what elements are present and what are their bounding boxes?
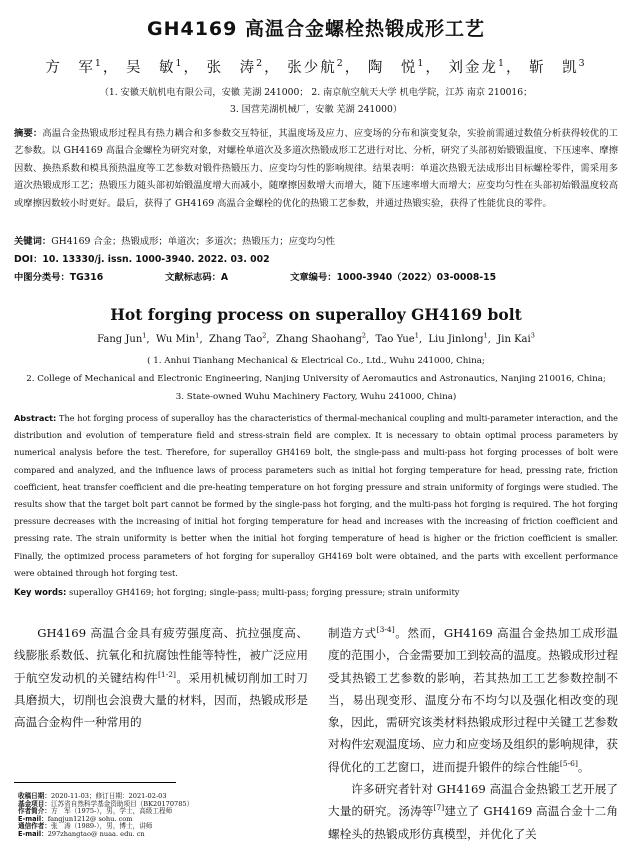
author-cn: 靳 凯$^3$ bbox=[529, 58, 587, 76]
author-cn: 方 军$^1$ bbox=[45, 58, 103, 76]
footnote: 通信作者：张 涛（1989-），男，博士，讲师 bbox=[18, 822, 153, 831]
keywords-cn: 关键词：GH4169 合金；热锻成形；单道次；多道次；热锻压力；应变均匀性 bbox=[14, 236, 336, 247]
body-right-column bbox=[328, 622, 618, 845]
author-en: Zhang Shaohang$^2$ bbox=[275, 331, 366, 345]
affiliation-cn: （1. 安徽天航机电有限公司，安徽 芜湖 241000； 2. 南京航空航天大学 机电学院，江苏 南京 210016； bbox=[99, 87, 533, 98]
classification: 中图分类号：TG316 文献标志码：A 文章编号：1000-3940（2022）03-0008-15 bbox=[14, 272, 497, 283]
citation: [5-6] bbox=[559, 758, 578, 768]
abstract-cn-label: 摘要： bbox=[14, 128, 43, 139]
body-left-column bbox=[14, 622, 308, 733]
keywords-en: Key words: superalloy GH4169; hot forging; single-pass; multi-pass; forging pressure; strain uniformity bbox=[14, 587, 460, 597]
author-en: Tao Yue$^1$ bbox=[375, 331, 419, 345]
title-en: Hot forging process on superalloy GH4169 bolt bbox=[110, 305, 522, 324]
doi: DOI：10. 13330/j. issn. 1000-3940. 2022. 03. 002 bbox=[14, 254, 270, 265]
authors-en: Fang Jun$^1$, Wu Min$^1$, Zhang Tao$^2$, Zhang Shaohang$^2$, Tao Yue$^1$, Liu Jinlong$^1$, Jin Kai$^3$ bbox=[97, 331, 535, 345]
author-cn: 陶 悦$^1$ bbox=[367, 58, 426, 76]
author-cn: 刘金龙$^1$ bbox=[448, 58, 506, 76]
author-en: Jin Kai$^3$ bbox=[497, 331, 535, 345]
affiliation-en: ( 1. Anhui Tianhang Mechanical & Electrical Co., Ltd., Wuhu 241000, China; bbox=[147, 356, 485, 366]
citation: [3-4] bbox=[376, 625, 395, 635]
author-en: Fang Jun$^1$ bbox=[97, 331, 147, 345]
footnote: E-mail：297zhangtao@ nuaa. edu. cn bbox=[18, 830, 145, 838]
footnote-rule bbox=[14, 782, 176, 783]
body-paragraph: GH4169 高温合金具有疲劳强度高、抗拉强度高、线膨胀系数低、抗氧化和抗腐蚀性能等特性，被广泛应用于航空发动机的关键结构件[1-2]。采用机械切削加工时刀具磨损大，切削也会浪费大量的材料，因而，热锻成形是高温合金构件一种常用的 bbox=[14, 626, 308, 730]
author-en: Zhang Tao$^2$ bbox=[209, 331, 267, 345]
citation: [1-2] bbox=[157, 669, 176, 679]
citation: [7] bbox=[433, 803, 445, 813]
authors-cn: 方 军$^1$， 吴 敏$^1$， 张 涛$^2$， 张少航$^2$， 陶 悦$^1$， 刘金龙$^1$， 靳 凯$^3$ bbox=[45, 58, 587, 76]
affiliation-en: 2. College of Mechanical and Electronic Engineering, Nanjing University of Aeromautics and Astronautics, Nanjing 210016, China; bbox=[26, 374, 606, 384]
abstract-en-label: Abstract: bbox=[14, 413, 57, 423]
author-en: Wu Min$^1$ bbox=[155, 331, 200, 345]
author-cn: 张少航$^2$ bbox=[287, 58, 345, 76]
affiliation-en: 3. State-owned Wuhu Machinery Factory, Wuhu 241000, China) bbox=[175, 392, 457, 402]
author-en: Liu Jinlong$^1$ bbox=[428, 331, 488, 345]
abstract-cn-text: 高温合金热锻成形过程具有热力耦合和多参数交互特征，其温度场及应力、应变场的分布和演变复杂，实验前需通过数值分析获得较优的工艺参数。以 GH4169 高温合金螺栓为研究对象，对螺栓单道次及多道次热锻成形工艺进行对比、分析，研究了头部初始锻锻温度、下压速率、摩擦因数、换热系数和模具预热温度等工艺参数对锻件热锻压力、应变均匀性的影响规律。结果表明：单道次热锻无法成形出目标螺栓零件，需采用多道次热锻成形工艺；热锻压力随头部初始锻温度增大而减小，随摩擦因数增大而增大，随下压速率增大而增大；应变均匀性在头部初始锻温度较高或摩擦因数较小时更好。最后，获得了 GH4169 高温合金螺栓的优化的热锻工艺参数，并通过热锻实验，获得了性能优良的零件。 bbox=[14, 128, 618, 209]
abstract-en bbox=[14, 410, 618, 582]
title-cn: GH4169 高温合金螺栓热锻成形工艺 bbox=[147, 18, 485, 40]
footnote: E-mail：fangjun1212@ sohu. com bbox=[18, 814, 133, 823]
abstract-en-text: The hot forging process of superalloy has the characteristics of thermal-mechanical coupling and multi-parameter interaction, and the distribution and evolution of temperature field and stress-strain field are complex. It is necessary to obtain optimal process parameters by numerical analysis before the test. Therefore, for superalloy GH4169 bolt, the single-pass and multi-pass hot forging processes of bolt were compared and analyzed, and the influence laws of process parameters such as initial hot forging temperature for head, pressing rate, friction coefficient, heat transfer coefficient and die pre-heating temperature on hot forging pressure and strain uniformity of forgings were studied. The results show that the target bolt part cannot be formed by the single-pass hot forging, and the multi-pass hot forging is required. The hot forging pressure decreases with the increasing of initial hot forging temperature for head and increases with the increasing of friction coefficient and pressing rate. The strain uniformity is better when the initial hot forging temperature of head is higher or the friction coefficient is smaller. Finally, the optimized process parameters of hot forging for superalloy GH4169 bolt were obtained, and the parts with excellent performance were obtained through hot forging test. bbox=[14, 413, 618, 578]
footnote: 作者简介：方 军（1975-），男，学士，高级工程师 bbox=[18, 807, 173, 816]
body-paragraph: 制造方式[3-4]。然而，GH4169 高温合金热加工成形温度的范围小，合金需要加工到较高的温度。热锻成形过程受其热锻工艺参数的影响，若其热加工工艺参数控制不当，易出现变形、温度分布不均匀以及强化相改变的现象，因此，需研究该类材料热锻成形过程中关键工艺参数对构件宏观温度场、应力和应变场及组织的影响规律，获得优化的工艺窗口，进而提升锻件的综合性能[5-6]。 bbox=[328, 625, 618, 774]
footnote: 基金项目：江苏省自然科学基金资助项目（BK20170785） bbox=[18, 799, 194, 808]
footnote: 收稿日期：2020-11-03；修订日期：2021-02-03 bbox=[18, 792, 167, 800]
author-cn: 吴 敏$^1$ bbox=[126, 58, 184, 76]
abstract-cn bbox=[14, 125, 618, 212]
body-paragraph: 许多研究者针对 GH4169 高温合金热锻工艺开展了大量的研究。汤涛等[7]建立了 GH4169 高温合金十二角螺栓头的热锻成形仿真模型，并优化了关 bbox=[328, 782, 618, 841]
affiliation-cn: 3. 国营芜湖机械厂，安徽 芜湖 241000） bbox=[229, 104, 403, 115]
author-cn: 张 涛$^2$ bbox=[206, 58, 265, 76]
